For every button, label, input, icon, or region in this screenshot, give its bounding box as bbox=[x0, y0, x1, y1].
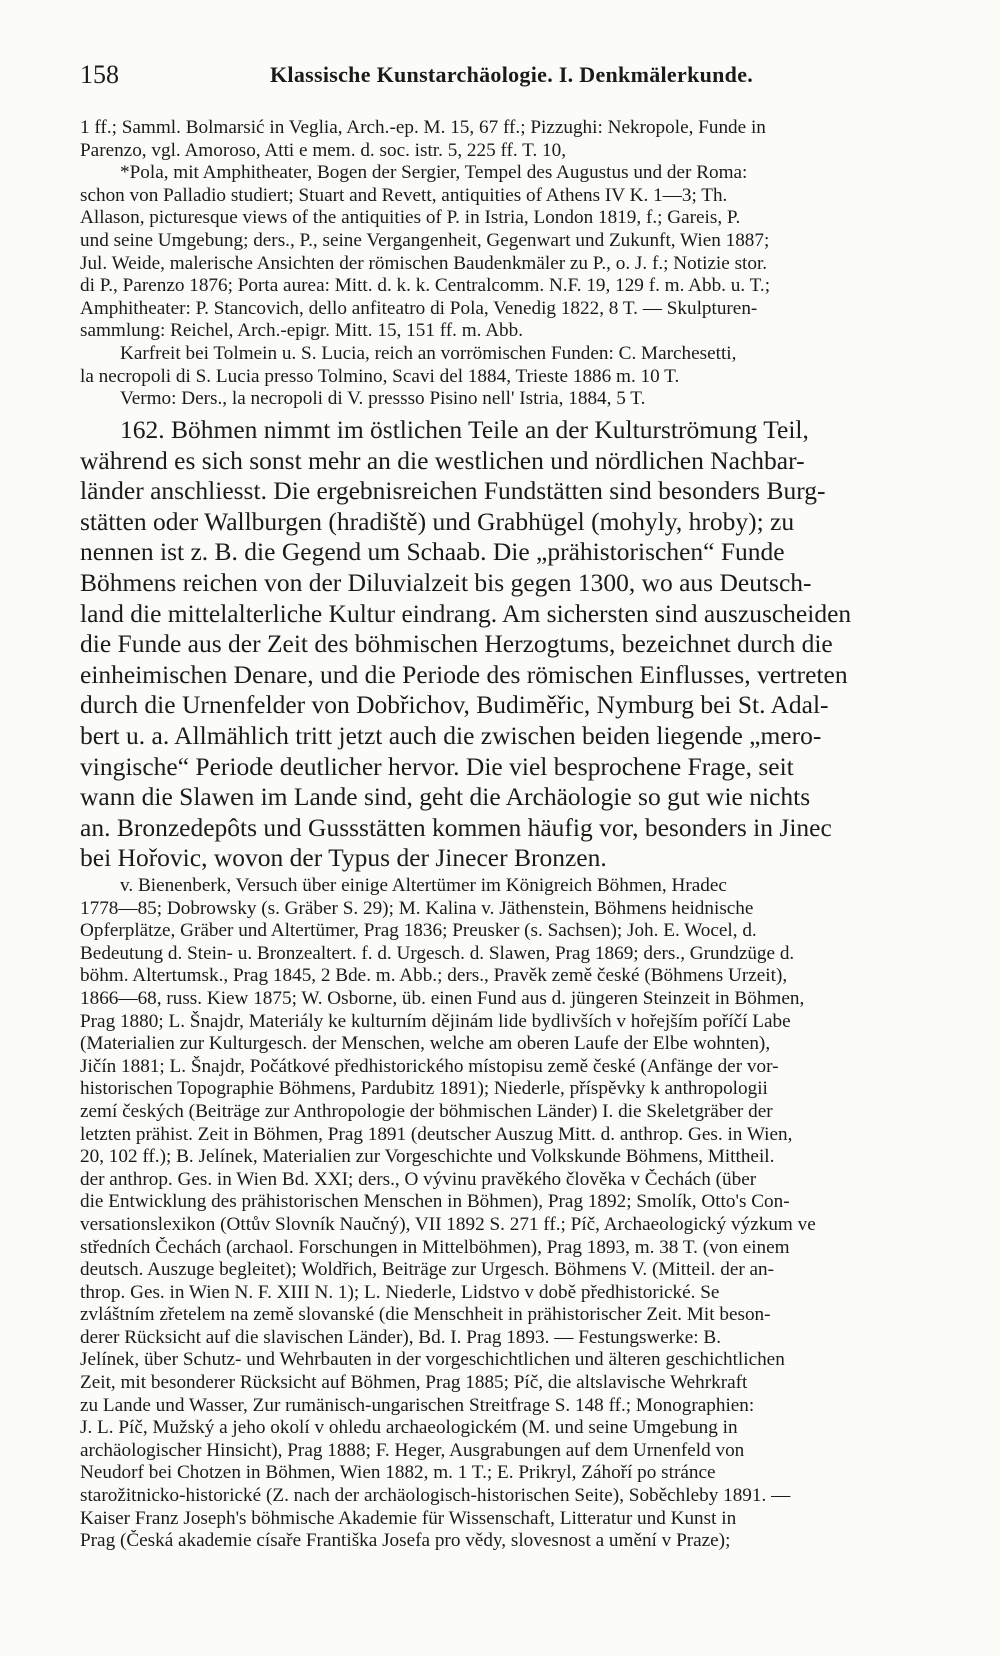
ref-line: di P., Parenzo 1876; Porta aurea: Mitt. d. k. k. Centralcomm. N.F. 19, 129 f. m. Abb. u. T.; bbox=[80, 275, 771, 297]
references-bottom bbox=[80, 875, 960, 1553]
ref-line: throp. Ges. in Wien N. F. XIII N. 1); L. Niederle, Lidstvo v době předhistorické. Se bbox=[80, 1281, 720, 1303]
ref-line: 1 ff.; Samml. Bolmarsić in Veglia, Arch.-ep. M. 15, 67 ff.; Pizzughi: Nekropole, Funde in bbox=[80, 117, 766, 138]
ref-line: zu Lande und Wasser, Zur rumänisch-ungarischen Streitfrage S. 148 ff.; Monographien: bbox=[80, 1394, 755, 1416]
ref-line: Kaiser Franz Joseph's böhmische Akademie für Wissenschaft, Litteratur und Kunst in bbox=[80, 1507, 737, 1529]
section-162-text bbox=[80, 415, 960, 874]
ref-line: archäologischer Hinsicht), Prag 1888; F. Heger, Ausgrabungen auf dem Urnenfeld von bbox=[80, 1439, 745, 1461]
ref-line: Parenzo, vgl. Amoroso, Atti e mem. d. soc. istr. 5, 225 ff. T. 10, bbox=[80, 139, 567, 161]
body-line: vingische“ Periode deutlicher hervor. Die viel besprochene Frage, seit bbox=[80, 751, 794, 781]
ref-line: Prag (Česká akademie císaře Františka Josefa pro vědy, slovesnost a umění v Praze); bbox=[80, 1530, 731, 1552]
body-line: die Funde aus der Zeit des böhmischen Herzogtums, bezeichnet durch die bbox=[80, 629, 833, 659]
ref-line: 1866—68, russ. Kiew 1875; W. Osborne, üb. einen Fund aus d. jüngeren Steinzeit in Böhmen, bbox=[80, 987, 805, 1009]
body-line: stätten oder Wallburgen (hradiště) und Grabhügel (mohyly, hroby); zu bbox=[80, 506, 795, 536]
body-line: durch die Urnenfelder von Dobřichov, Budiměřic, Nymburg bei St. Adal- bbox=[80, 690, 829, 720]
ref-line: Neudorf bei Chotzen in Böhmen, Wien 1882, m. 1 T.; E. Prikryl, Záhoří po stránce bbox=[80, 1462, 716, 1484]
body-line: land die mittelalterliche Kultur eindrang. Am sichersten sind auszuscheiden bbox=[80, 598, 852, 628]
ref-line: deutsch. Auszuge begleitet); Woldřich, Beiträge zur Urgesch. Böhmens V. (Mitteil. der an- bbox=[80, 1259, 775, 1281]
ref-line: sammlung: Reichel, Arch.-epigr. Mitt. 15, 151 ff. m. Abb. bbox=[80, 320, 524, 342]
body-line: einheimischen Denare, und die Periode des römischen Einflusses, vertreten bbox=[80, 659, 848, 689]
ref-line: zemí českých (Beiträge zur Anthropologie der böhmischen Länder) I. die Skeletgräber der bbox=[80, 1100, 773, 1122]
ref-line: zvláštním zřetelem na země slovanské (die Menschheit in prähistorischer Zeit. Mit beson- bbox=[80, 1304, 771, 1326]
ref-line: versationslexikon (Ottův Slovník Naučný), VII 1892 S. 271 ff.; Píč, Archaeologický výzkum ve bbox=[80, 1213, 816, 1235]
ref-line: und seine Umgebung; ders., P., seine Vergangenheit, Gegenwart und Zukunft, Wien 1887; bbox=[80, 229, 770, 251]
ref-line: Vermo: Ders., la necropoli di V. pressso Pisino nell' Istria, 1884, 5 T. bbox=[120, 388, 646, 410]
ref-line: letzten prähist. Zeit in Böhmen, Prag 1891 (deutscher Auszug Mitt. d. anthrop. Ges. in Wien, bbox=[80, 1123, 793, 1145]
body-line: Böhmens reichen von der Diluvialzeit bis gegen 1300, wo aus Deutsch- bbox=[80, 567, 812, 597]
ref-line: der anthrop. Ges. in Wien Bd. XXI; ders., O vývinu pravěkého člověka v Čechách (über bbox=[80, 1168, 757, 1190]
ref-line: böhm. Altertumsk., Prag 1845, 2 Bde. m. Abb.; ders., Pravěk země české (Böhmens Urzeit), bbox=[80, 965, 788, 987]
ref-line: středních Čechách (archaol. Forschungen in Mittelböhmen), Prag 1893, m. 38 T. (von einem bbox=[80, 1236, 790, 1258]
body-line: bei Hořovic, wovon der Typus der Jinecer Bronzen. bbox=[80, 843, 607, 873]
running-title: Klassische Kunstarchäologie. I. Denkmälerkunde. bbox=[270, 62, 754, 87]
ref-line: historischen Topographie Böhmens, Pardubitz 1891); Niederle, příspěvky k anthropologii bbox=[80, 1078, 768, 1100]
body-line: wann die Slawen im Lande sind, geht die Archäologie so gut wie nichts bbox=[80, 782, 811, 812]
ref-line: schon von Palladio studiert; Stuart and Revett, antiquities of Athens IV K. 1—3; Th. bbox=[80, 184, 728, 206]
ref-line: Jelínek, über Schutz- und Wehrbauten in der vorgeschichtlichen und älteren geschichtlichen bbox=[80, 1349, 785, 1371]
ref-line: starožitnicko-historické (Z. nach der archäologisch-historischen Seite), Soběchleby 1891. — bbox=[80, 1485, 791, 1507]
ref-line: Jul. Weide, malerische Ansichten der römischen Baudenkmäler zu P., o. J. f.; Notizie stor. bbox=[80, 252, 768, 274]
body-line: bert u. a. Allmählich tritt jetzt auch die zwischen beiden liegende „mero- bbox=[80, 720, 822, 750]
body-line: nennen ist z. B. die Gegend um Schaab. Die „prähistorischen“ Funde bbox=[80, 537, 785, 567]
ref-line: die Entwicklung des prähistorischen Menschen in Böhmen), Prag 1892; Smolík, Otto's Con- bbox=[80, 1191, 790, 1213]
ref-line: Karfreit bei Tolmein u. S. Lucia, reich an vorrömischen Funden: C. Marchesetti, bbox=[120, 342, 737, 364]
references-top bbox=[80, 117, 960, 411]
ref-line: derer Rücksicht auf die slavischen Länder), Bd. I. Prag 1893. — Festungswerke: B. bbox=[80, 1326, 722, 1348]
page-header bbox=[80, 60, 940, 100]
ref-line: Allason, picturesque views of the antiquities of P. in Istria, London 1819, f.; Gareis, P. bbox=[80, 207, 741, 229]
ref-line: Zeit, mit besonderer Rücksicht auf Böhmen, Prag 1885; Píč, die altslavische Wehrkraft bbox=[80, 1372, 748, 1394]
body-line: an. Bronzedepôts und Gussstätten kommen häufig vor, besonders in Jinec bbox=[80, 812, 832, 842]
ref-line: (Materialien zur Kulturgesch. der Menschen, welche am oberen Laufe der Elbe wohnten), bbox=[80, 1033, 771, 1055]
ref-line: Jičín 1881; L. Šnajdr, Počátkové předhistorického místopisu země české (Anfänge der vor- bbox=[80, 1055, 779, 1077]
body-line: während es sich sonst mehr an die westlichen und nördlichen Nachbar- bbox=[80, 445, 805, 475]
ref-line: v. Bienenberk, Versuch über einige Altertümer im Königreich Böhmen, Hradec bbox=[120, 875, 727, 896]
ref-line: 20, 102 ff.); B. Jelínek, Materialien zur Vorgeschichte und Volkskunde Böhmens, Mittheil. bbox=[80, 1146, 775, 1168]
page-number: 158 bbox=[80, 60, 119, 89]
ref-line: *Pola, mit Amphitheater, Bogen der Sergier, Tempel des Augustus und der Roma: bbox=[120, 162, 748, 184]
ref-line: J. L. Píč, Mužský a jeho okolí v ohledu archaeologickém (M. und seine Umgebung in bbox=[80, 1417, 738, 1439]
ref-line: Prag 1880; L. Šnajdr, Materiály ke kulturním dějinám lide bydlivších v hořejším poříčí Labe bbox=[80, 1010, 791, 1032]
body-line: 162. Böhmen nimmt im östlichen Teile an der Kulturströmung Teil, bbox=[120, 415, 809, 444]
body-line: länder anschliesst. Die ergebnisreichen Fundstätten sind besonders Burg- bbox=[80, 476, 826, 506]
ref-line: Bedeutung d. Stein- u. Bronzealtert. f. d. Urgesch. d. Slawen, Prag 1869; ders., Grundzüge d. bbox=[80, 942, 795, 964]
ref-line: 1778—85; Dobrowsky (s. Gräber S. 29); M. Kalina v. Jäthenstein, Böhmens heidnische bbox=[80, 897, 754, 919]
ref-line: la necropoli di S. Lucia presso Tolmino, Scavi del 1884, Trieste 1886 m. 10 T. bbox=[80, 365, 680, 387]
ref-line: Amphitheater: P. Stancovich, dello anfiteatro di Pola, Venedig 1822, 8 T. — Skulpturen- bbox=[80, 297, 758, 319]
ref-line: Opferplätze, Gräber und Altertümer, Prag 1836; Preusker (s. Sachsen); Joh. E. Wocel, d. bbox=[80, 920, 757, 942]
